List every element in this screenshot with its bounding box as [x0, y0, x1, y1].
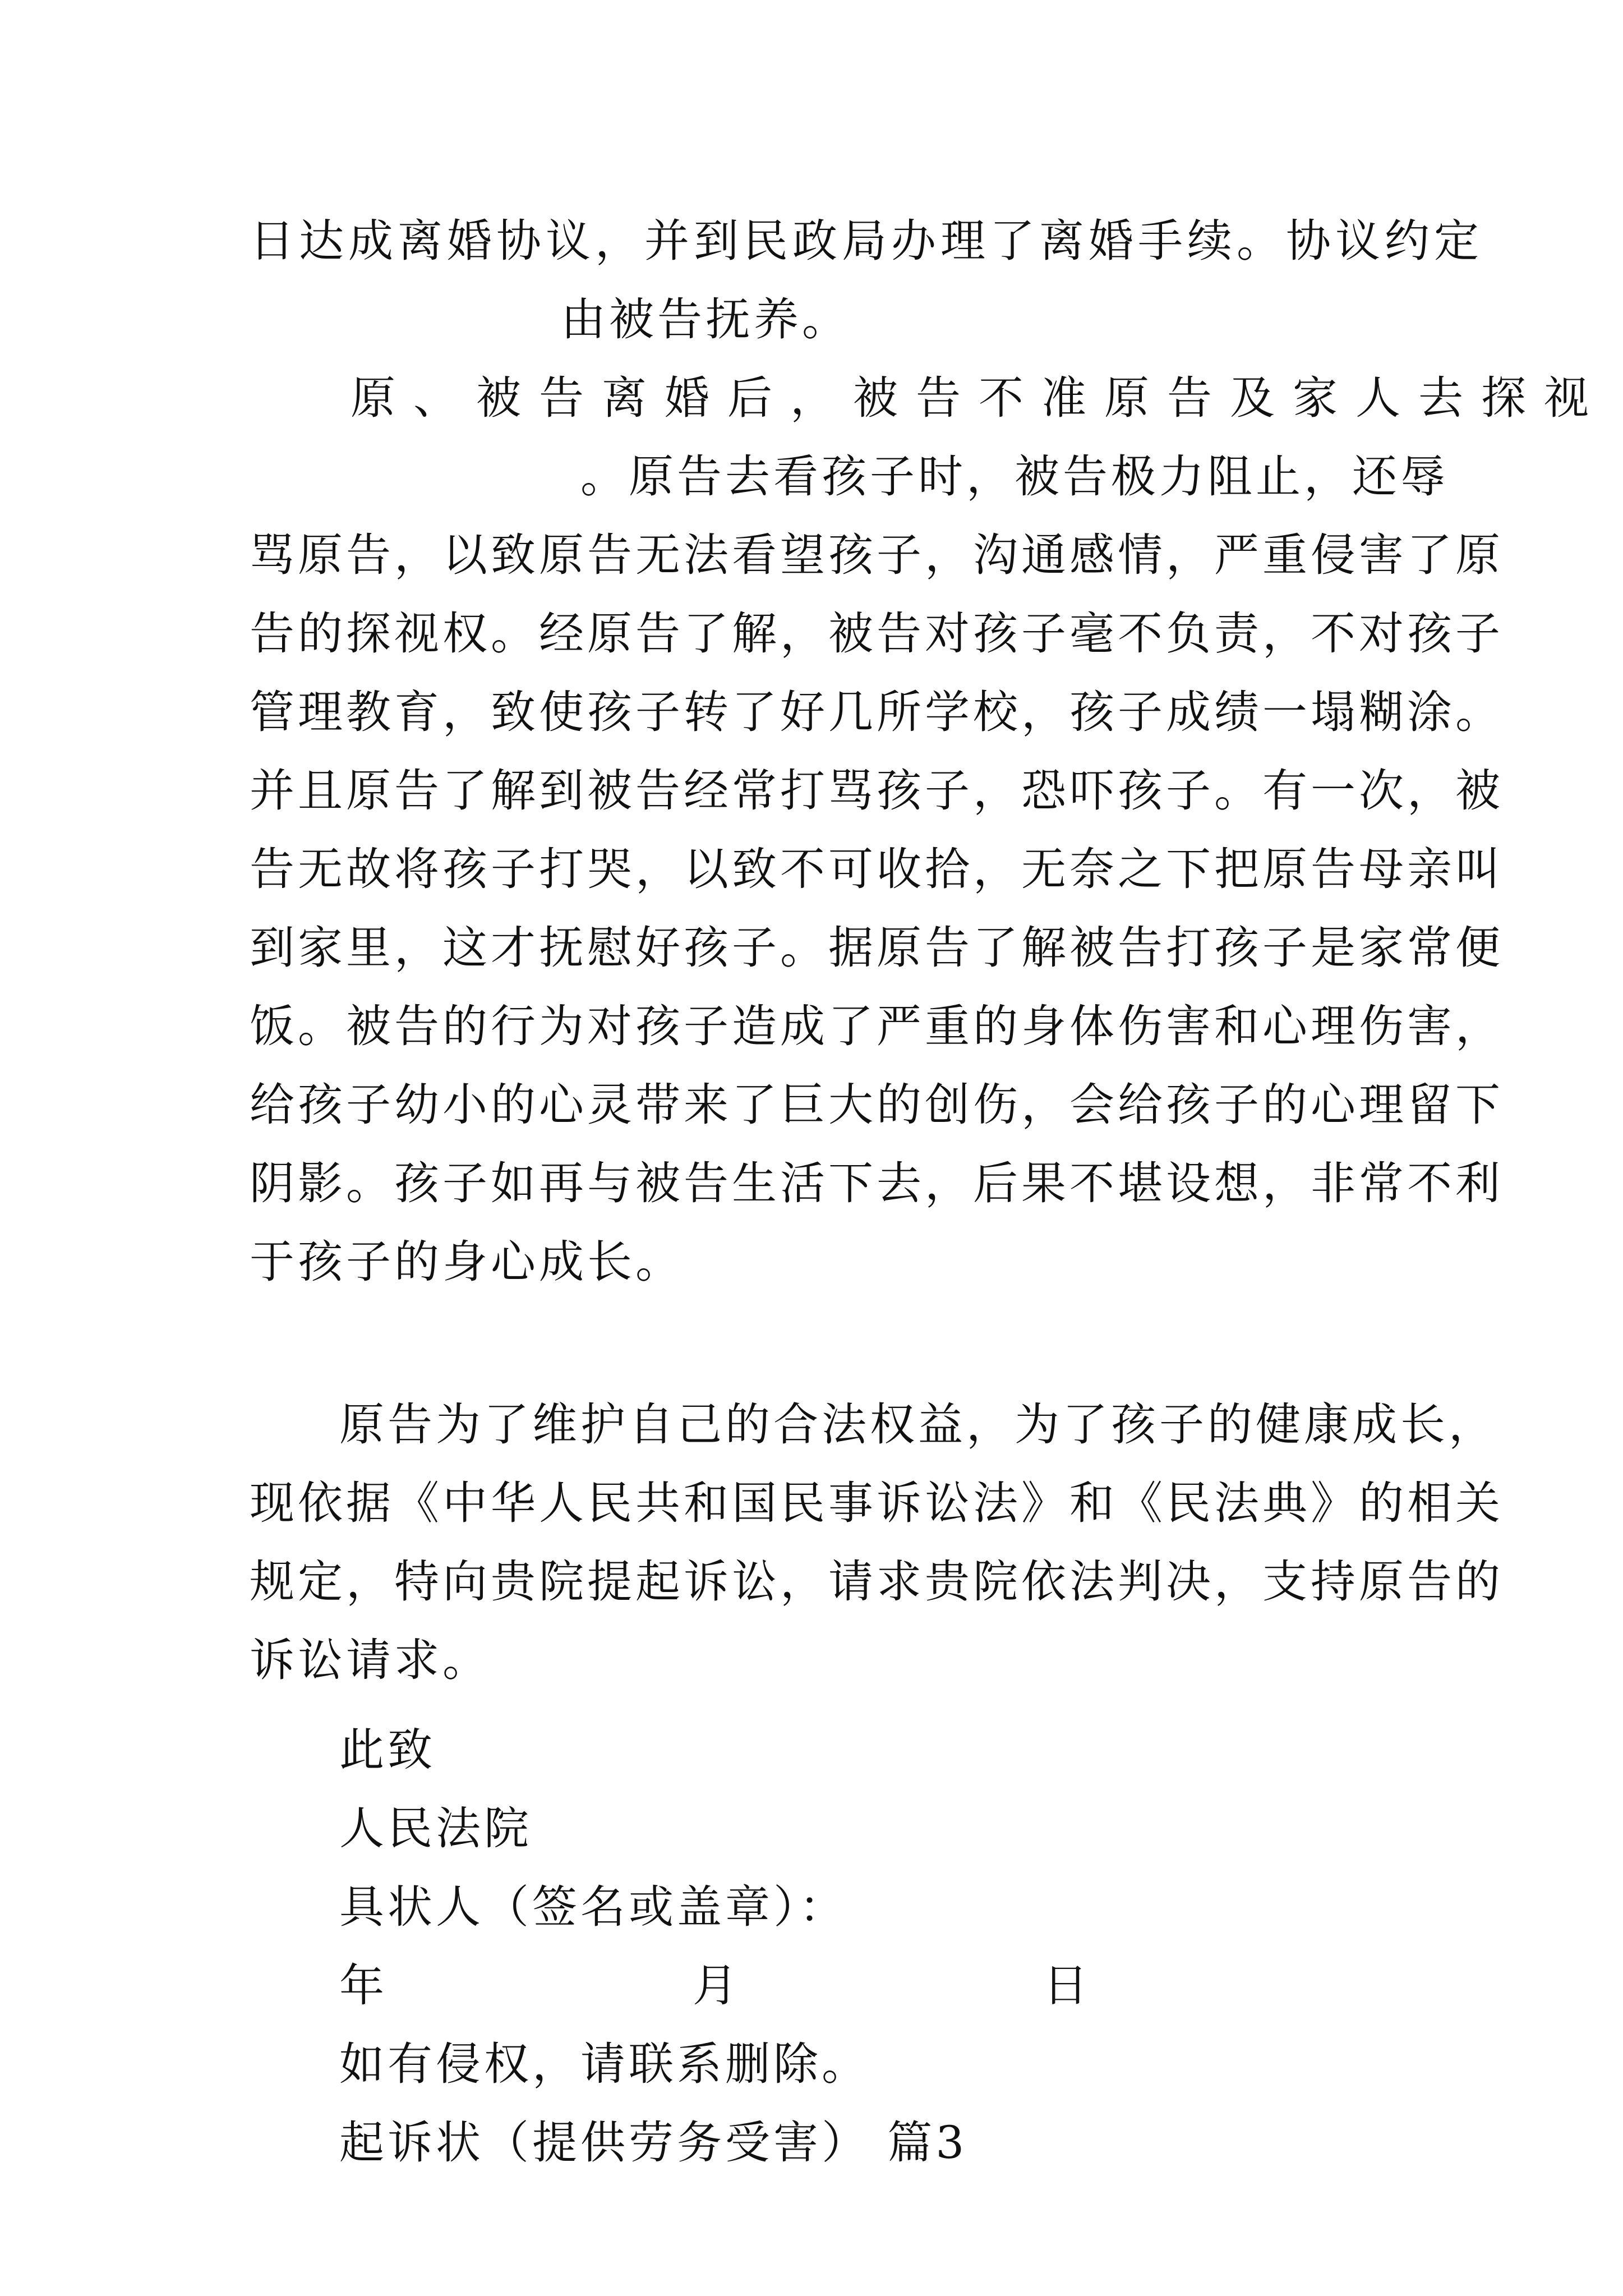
body-line: 给孩子幼小的心灵带来了巨大的创伤，会给孩子的心理留下 [250, 1079, 1504, 1131]
next-section-title: 起诉状（提供劳务受害） 篇3 [339, 2116, 968, 2169]
body-line: 诉讼请求。 [250, 1634, 491, 1686]
body-line: 饭。被告的行为对孩子造成了严重的身体伤害和心理伤害， [250, 1000, 1504, 1052]
date-month: 月 [693, 1959, 737, 2012]
body-line: 由被告抚养。 [561, 293, 850, 346]
signature-line: 具状人（签名或盖章）： [339, 1881, 847, 1933]
body-line: 到家里，这才抚慰好孩子。据原告了解被告打孩子是家常便 [250, 922, 1504, 974]
body-line: 告的探视权。经原告了解，被告对孩子毫不负责，不对孩子 [250, 608, 1504, 660]
body-line: 规定，特向贵院提起诉讼，请求贵院依法判决，支持原告的 [250, 1556, 1504, 1608]
copyright-notice: 如有侵权，请联系删除。 [339, 2038, 870, 2090]
body-line: 原、被告离婚后，被告不准原告及家人去探视 [351, 372, 1607, 424]
body-line: 并且原告了解到被告经常打骂孩子，恐吓孩子。有一次，被 [250, 765, 1504, 817]
body-line: 告无故将孩子打哭，以致不可收拾，无奈之下把原告母亲叫 [250, 843, 1504, 895]
body-line: 阴影。孩子如再与被告生活下去，后果不堪设想，非常不利 [250, 1157, 1504, 1209]
body-line: 日达成离婚协议，并到民政局办理了离婚手续。协议约定 [250, 215, 1483, 267]
date-year: 年 [339, 1959, 384, 2012]
body-line: 管理教育，致使孩子转了好几所学校，孩子成绩一塌糊涂。 [250, 686, 1504, 738]
court-name: 人民法院 [339, 1802, 532, 1855]
body-line: 骂原告，以致原告无法看望孩子，沟通感情，严重侵害了原 [250, 529, 1504, 581]
body-line: 现依据《中华人民共和国民事诉讼法》和《民法典》的相关 [250, 1477, 1504, 1529]
date-day: 日 [1043, 1959, 1088, 2012]
body-line: 原告为了维护自己的合法权益，为了孩子的健康成长， [339, 1398, 1497, 1451]
salutation: 此致 [339, 1724, 436, 1776]
body-line: 于孩子的身心成长。 [250, 1236, 684, 1288]
body-line: 。原告去看孩子时，被告极力阻止，还辱 [580, 450, 1449, 503]
